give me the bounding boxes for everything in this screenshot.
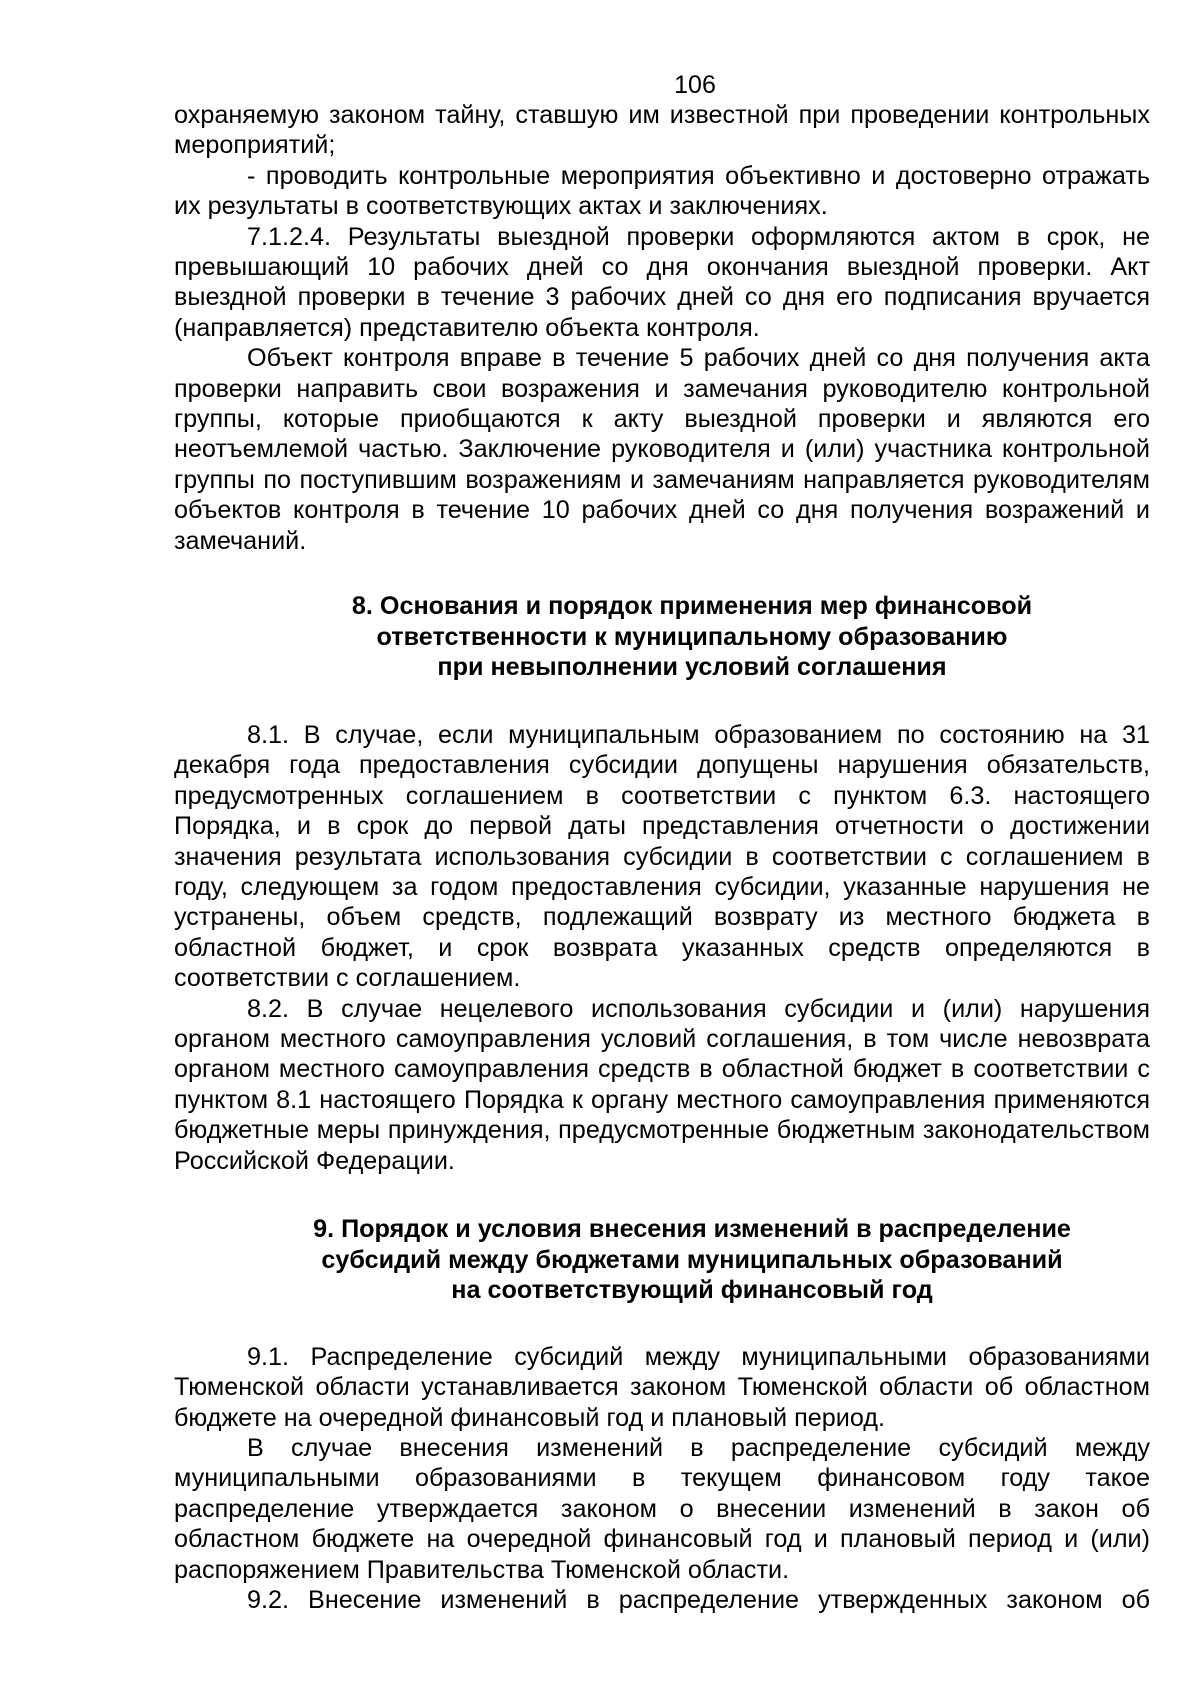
paragraph-9-1: 9.1. Распределение субсидий между муниципальными образованиями Тюменской области устанавливается законом Тюменской области об областном бюджете на очередной финансовый год и плановый период. — [174, 1342, 1150, 1432]
paragraph-8-1: 8.1. В случае, если муниципальным образованием по состоянию на 31 декабря года предоставления субсидии допущены нарушения обязательств, предусмотренных соглашением в соответствии с пунктом 6.3. настоящего Порядка, и в срок до первой даты представления отчетности о достижении значения результата использования субсидии в соответствии с соглашением в году, следующем за годом предоставления субсидии, указанные нарушения не устранены, объем средств, подлежащий возврату из местного бюджета в областной бюджет, и срок возврата указанных средств определяются в соответствии с соглашением. — [174, 720, 1150, 993]
page-number: 106 — [674, 71, 716, 99]
heading-line: ответственности к муниципальному образованию — [376, 622, 1008, 651]
paragraph: охраняемую законом тайну, ставшую им известной при проведении контрольных мероприятий; — [174, 101, 1150, 160]
paragraph: Объект контроля вправе в течение 5 рабочих дней со дня получения акта проверки направить свои возражения и замечания руководителю контрольной группы, которые приобщаются к акту выездной проверки и являются его неотъемлемой частью. Заключение руководителя и (или) участника контрольной группы по поступившим возражениям и замечаниям направляется руководителям объектов контроля в течение 10 рабочих дней со дня получения возражений и замечаний. — [174, 344, 1150, 555]
paragraph-9-2: 9.2. Внесение изменений в распределение утвержденных законом об — [247, 1586, 1150, 1614]
paragraph: В случае внесения изменений в распределение субсидий между муниципальными образованиями в текущем финансовом году такое распределение утверждается законом о внесении изменений в закон об областном бюджете на очередной финансовый год и плановый период и (или) распоряжением Правительства Тюменской области. — [174, 1433, 1150, 1584]
section-9-heading — [174, 1214, 1150, 1306]
heading-line: 9. Порядок и условия внесения изменений в распределение — [313, 1214, 1071, 1243]
document-body — [174, 100, 1150, 1615]
paragraph-8-2: 8.2. В случае нецелевого использования субсидии и (или) нарушения органом местного самоуправления условий соглашения, в том числе невозврата органом местного самоуправления средств в областной бюджет в соответствии с пунктом 8.1 настоящего Порядка к органу местного самоуправления применяются бюджетные меры принуждения, предусмотренные бюджетным законодательством Российской Федерации. — [174, 994, 1150, 1175]
paragraph: 7.1.2.4. Результаты выездной проверки оформляются актом в срок, не превышающий 10 рабочих дней со дня окончания выездной проверки. Акт выездной проверки в течение 3 рабочих дней со дня его подписания вручается (направляется) представителю объекта контроля. — [174, 222, 1150, 342]
heading-line: на соответствующий финансовый год — [451, 1276, 933, 1305]
section-8-heading — [174, 591, 1150, 683]
heading-line: при невыполнении условий соглашения — [437, 653, 947, 682]
heading-line: 8. Основания и порядок применения мер финансовой — [351, 592, 1033, 621]
heading-line: субсидий между бюджетами муниципальных образований — [321, 1245, 1063, 1274]
paragraph: - проводить контрольные мероприятия объективно и достоверно отражать их результаты в соответствующих актах и заключениях. — [174, 161, 1150, 221]
